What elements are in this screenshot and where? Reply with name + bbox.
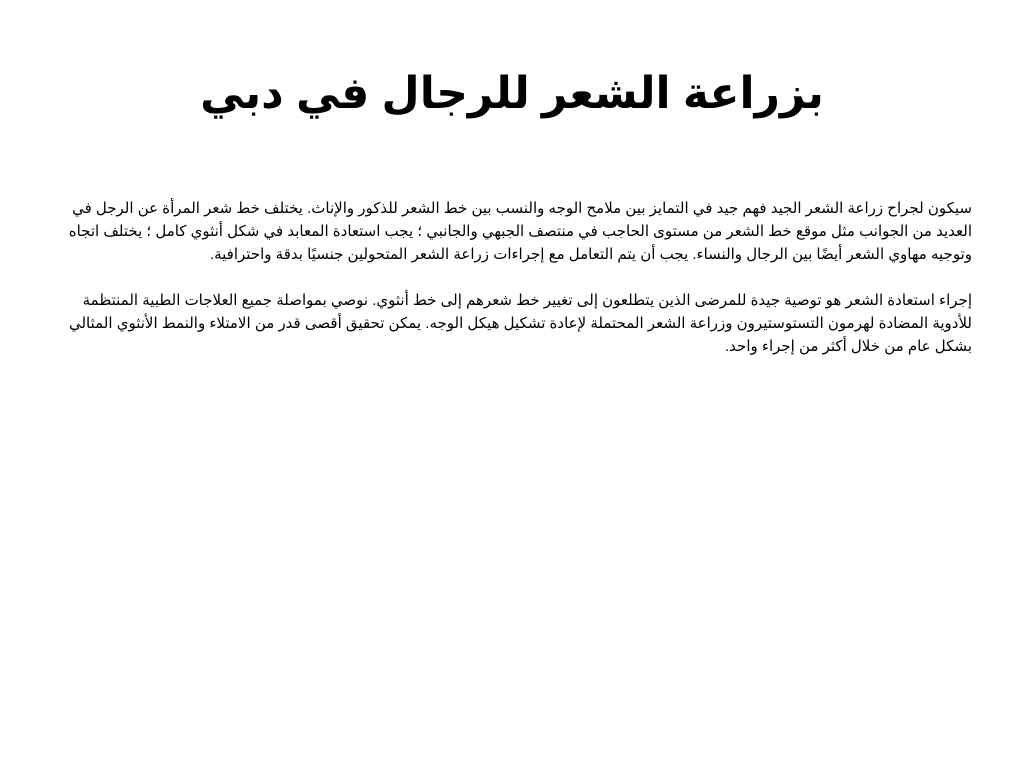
paragraph-1: سيكون لجراح زراعة الشعر الجيد فهم جيد في التمايز بين ملامح الوجه والنسب بين خط الشعر للذكور والإناث. يختلف خط شعر المرأة عن الرجل في العديد من الجوانب مثل موقع خط الشعر من مستوى الحاجب في منتصف الجبهي والجانبي ؛ يجب استعادة المعابد في شكل أنثوي كامل ؛ يختلف اتجاه وتوجيه مهاوي الشعر أيضًا بين الرجال والنساء. يجب أن يتم التعامل مع إجراءات زراعة الشعر المتحولين جنسيًا بدقة واحترافية. [68,200,972,263]
slide-title: بزراعة الشعر للرجال في دبي [200,69,824,118]
slide-body [62,197,972,358]
paragraph-2: إجراء استعادة الشعر هو توصية جيدة للمرضى الذين يتطلعون إلى تغيير خط شعرهم إلى خط أنثوي. نوصي بمواصلة جميع العلاجات الطبية المنتظمة للأدوية المضادة لهرمون التستوستيرون وزراعة الشعر المحتملة لإعادة تشكيل هيكل الوجه. يمكن تحقيق أقصى قدر من الامتلاء والنمط الأنثوي المثالي بشكل عام من خلال أكثر من إجراء واحد. [68,292,972,355]
